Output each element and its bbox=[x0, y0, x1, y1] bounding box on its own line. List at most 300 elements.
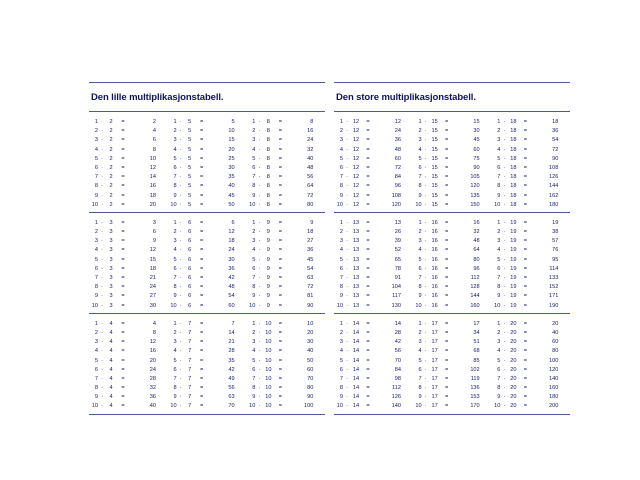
factor: 16 bbox=[431, 256, 438, 263]
equals-sign: = bbox=[445, 275, 449, 281]
product: 12 bbox=[394, 119, 401, 125]
multiplier: 1 bbox=[94, 119, 98, 125]
table-row bbox=[89, 366, 168, 375]
equals-sign: = bbox=[278, 256, 282, 263]
multiplier: 2 bbox=[173, 229, 177, 236]
times-sign: · bbox=[503, 275, 506, 281]
product: 42 bbox=[228, 275, 235, 281]
table-row bbox=[491, 292, 570, 301]
product: 32 bbox=[149, 385, 156, 392]
multiplier: 8 bbox=[339, 284, 343, 291]
equals-sign: = bbox=[278, 201, 282, 208]
factor: 20 bbox=[510, 329, 517, 336]
product: 80 bbox=[307, 385, 314, 392]
table-row bbox=[168, 127, 247, 136]
times-sign: · bbox=[503, 366, 506, 373]
equals-sign: = bbox=[278, 174, 282, 181]
table-row bbox=[334, 182, 413, 191]
table-row bbox=[89, 402, 168, 411]
factor: 10 bbox=[265, 394, 272, 401]
multiplier: 3 bbox=[94, 339, 98, 346]
equals-sign: = bbox=[523, 192, 527, 199]
equals-sign: = bbox=[278, 265, 282, 272]
times-sign: · bbox=[179, 275, 182, 281]
times-sign: · bbox=[424, 403, 427, 410]
table-row bbox=[168, 375, 247, 384]
equals-sign: = bbox=[278, 137, 282, 144]
table-row bbox=[168, 320, 247, 329]
product: 16 bbox=[307, 128, 314, 135]
equals-sign: = bbox=[366, 403, 370, 410]
times-sign: · bbox=[179, 348, 182, 355]
table-row bbox=[334, 402, 413, 411]
table-row bbox=[413, 136, 492, 145]
equals-sign: = bbox=[445, 293, 449, 300]
product: 81 bbox=[307, 293, 314, 300]
table-row bbox=[168, 366, 247, 375]
times-sign: · bbox=[258, 247, 261, 254]
multiplier: 3 bbox=[418, 137, 422, 144]
multiplier: 2 bbox=[418, 229, 422, 236]
equals-sign: = bbox=[200, 256, 204, 263]
product: 120 bbox=[470, 183, 480, 190]
equals-sign: = bbox=[366, 284, 370, 291]
equals-sign: = bbox=[523, 201, 527, 208]
product: 28 bbox=[149, 375, 156, 382]
product: 18 bbox=[149, 192, 156, 199]
times-sign: · bbox=[424, 385, 427, 392]
product: 52 bbox=[394, 247, 401, 254]
equals-sign: = bbox=[445, 366, 449, 373]
multiplier: 10 bbox=[415, 403, 422, 410]
times-sign: · bbox=[424, 183, 427, 190]
factor: 5 bbox=[188, 146, 192, 153]
equals-sign: = bbox=[366, 385, 370, 392]
times-sign: · bbox=[258, 155, 261, 162]
product: 18 bbox=[149, 265, 156, 272]
product: 39 bbox=[394, 238, 401, 245]
times-sign: · bbox=[101, 385, 103, 392]
equals-sign: = bbox=[121, 339, 125, 346]
factor: 20 bbox=[510, 366, 517, 373]
table-row bbox=[246, 347, 325, 356]
times-sign: · bbox=[503, 357, 506, 364]
table-row bbox=[89, 357, 168, 366]
times-sign: · bbox=[346, 275, 348, 281]
table-block bbox=[413, 314, 492, 415]
factor: 2 bbox=[109, 119, 113, 125]
product: 48 bbox=[228, 284, 235, 291]
equals-sign: = bbox=[200, 329, 204, 336]
table-row bbox=[89, 192, 168, 201]
product: 63 bbox=[307, 275, 314, 281]
factor: 6 bbox=[188, 275, 192, 281]
multiplier: 2 bbox=[339, 229, 343, 236]
factor: 14 bbox=[352, 385, 360, 392]
equals-sign: = bbox=[523, 385, 527, 392]
equals-sign: = bbox=[278, 357, 282, 364]
multiplier: 2 bbox=[94, 128, 98, 135]
equals-sign: = bbox=[121, 348, 125, 355]
factor: 19 bbox=[510, 284, 517, 291]
product: 24 bbox=[307, 137, 314, 144]
times-sign: · bbox=[346, 394, 348, 401]
table-row bbox=[413, 375, 492, 384]
table-row bbox=[168, 237, 247, 246]
times-sign: · bbox=[424, 137, 427, 144]
table-row bbox=[413, 201, 492, 210]
times-sign: · bbox=[424, 320, 427, 327]
factor: 18 bbox=[510, 201, 517, 208]
product: 162 bbox=[548, 192, 559, 199]
factor: 13 bbox=[352, 265, 360, 272]
times-sign: · bbox=[424, 366, 427, 373]
table-row bbox=[413, 338, 492, 347]
equals-sign: = bbox=[523, 128, 527, 135]
factor: 6 bbox=[188, 247, 192, 254]
equals-sign: = bbox=[366, 128, 370, 135]
multiplier: 1 bbox=[418, 320, 422, 327]
table-row bbox=[334, 302, 413, 311]
equals-sign: = bbox=[366, 164, 370, 171]
table-row bbox=[89, 228, 168, 237]
multiplier: 2 bbox=[339, 329, 343, 336]
factor: 12 bbox=[352, 137, 360, 144]
table-row bbox=[89, 173, 168, 182]
multiplier: 6 bbox=[252, 366, 256, 373]
factor: 3 bbox=[109, 229, 113, 236]
equals-sign: = bbox=[121, 366, 125, 373]
factor: 7 bbox=[188, 366, 192, 373]
product: 4 bbox=[152, 128, 156, 135]
times-sign: · bbox=[424, 357, 427, 364]
table-block bbox=[89, 112, 168, 213]
times-sign: · bbox=[424, 219, 427, 226]
factor: 16 bbox=[431, 275, 438, 281]
product: 28 bbox=[394, 329, 401, 336]
table-row bbox=[334, 127, 413, 136]
factor: 9 bbox=[266, 275, 270, 281]
product: 40 bbox=[307, 155, 314, 162]
factor: 3 bbox=[109, 238, 113, 245]
factor: 2 bbox=[109, 137, 113, 144]
times-sign: · bbox=[258, 265, 261, 272]
multiplier: 1 bbox=[173, 119, 177, 125]
times-sign: · bbox=[503, 219, 506, 226]
multiplier: 1 bbox=[173, 320, 177, 327]
table-row bbox=[413, 402, 492, 411]
factor: 13 bbox=[352, 238, 360, 245]
product: 112 bbox=[392, 385, 401, 392]
product: 50 bbox=[307, 357, 314, 364]
product: 3 bbox=[152, 219, 156, 226]
equals-sign: = bbox=[445, 155, 449, 162]
product: 64 bbox=[307, 183, 314, 190]
equals-sign: = bbox=[121, 183, 125, 190]
times-sign: · bbox=[346, 366, 348, 373]
times-sign: · bbox=[258, 219, 261, 226]
multiplier: 4 bbox=[497, 247, 501, 254]
equals-sign: = bbox=[121, 155, 125, 162]
factor: 14 bbox=[352, 357, 360, 364]
factor: 5 bbox=[188, 137, 192, 144]
times-sign: · bbox=[503, 247, 506, 254]
times-sign: · bbox=[503, 146, 506, 153]
equals-sign: = bbox=[366, 174, 370, 181]
product: 24 bbox=[394, 128, 401, 135]
times-sign: · bbox=[179, 238, 182, 245]
times-sign: · bbox=[101, 284, 103, 291]
product: 152 bbox=[548, 284, 559, 291]
factor: 8 bbox=[266, 128, 270, 135]
multiplier: 9 bbox=[94, 394, 98, 401]
multiplier: 6 bbox=[173, 265, 177, 272]
product: 10 bbox=[307, 320, 314, 327]
times-sign: · bbox=[503, 348, 506, 355]
multiplier: 9 bbox=[339, 394, 343, 401]
table-row bbox=[491, 127, 570, 136]
table-row bbox=[334, 283, 413, 292]
times-sign: · bbox=[346, 302, 348, 309]
product: 48 bbox=[473, 238, 480, 245]
factor: 19 bbox=[510, 265, 517, 272]
factor: 20 bbox=[510, 385, 517, 392]
multiplier: 10 bbox=[336, 201, 343, 208]
times-sign: · bbox=[346, 256, 348, 263]
times-sign: · bbox=[101, 174, 103, 181]
factor: 2 bbox=[109, 155, 113, 162]
factor: 2 bbox=[109, 192, 113, 199]
multiplier: 9 bbox=[497, 394, 501, 401]
multiplier: 6 bbox=[497, 164, 501, 171]
times-sign: · bbox=[346, 247, 348, 254]
table-row bbox=[491, 182, 570, 191]
factor: 18 bbox=[510, 146, 517, 153]
table-row bbox=[491, 146, 570, 155]
multiplier: 3 bbox=[94, 238, 98, 245]
multiplier: 6 bbox=[173, 164, 177, 171]
times-sign: · bbox=[424, 164, 427, 171]
factor: 5 bbox=[188, 192, 192, 199]
multiplier: 9 bbox=[173, 394, 177, 401]
times-sign: · bbox=[258, 201, 261, 208]
multiplier: 1 bbox=[339, 119, 343, 125]
table-row bbox=[89, 246, 168, 255]
equals-sign: = bbox=[278, 164, 282, 171]
factor: 4 bbox=[109, 329, 113, 336]
times-sign: · bbox=[503, 201, 506, 208]
table-row bbox=[246, 292, 325, 301]
multiplier: 3 bbox=[252, 339, 256, 346]
equals-sign: = bbox=[200, 394, 204, 401]
times-sign: · bbox=[346, 201, 348, 208]
equals-sign: = bbox=[366, 137, 370, 144]
multiplier: 9 bbox=[94, 293, 98, 300]
multiplier: 6 bbox=[497, 265, 501, 272]
times-sign: · bbox=[346, 174, 348, 181]
table-row bbox=[413, 366, 492, 375]
factor: 16 bbox=[431, 247, 438, 254]
product: 54 bbox=[552, 137, 559, 144]
equals-sign: = bbox=[366, 201, 370, 208]
product: 60 bbox=[552, 339, 559, 346]
factor: 18 bbox=[510, 128, 517, 135]
times-sign: · bbox=[258, 119, 261, 125]
table-row bbox=[334, 338, 413, 347]
table-row bbox=[89, 292, 168, 301]
table-block bbox=[334, 213, 413, 314]
equals-sign: = bbox=[200, 348, 204, 355]
equals-sign: = bbox=[200, 137, 204, 144]
multiplier: 5 bbox=[252, 357, 256, 364]
table-row bbox=[413, 146, 492, 155]
times-sign: · bbox=[101, 219, 103, 226]
product: 13 bbox=[394, 219, 401, 226]
table-row bbox=[334, 384, 413, 393]
product: 10 bbox=[149, 155, 156, 162]
product: 90 bbox=[552, 155, 559, 162]
multiplier: 6 bbox=[418, 366, 422, 373]
table-row bbox=[89, 219, 168, 228]
table-row bbox=[491, 393, 570, 402]
table-row bbox=[89, 136, 168, 145]
multiplier: 4 bbox=[252, 146, 256, 153]
times-sign: · bbox=[258, 128, 261, 135]
multiplier: 7 bbox=[173, 375, 177, 382]
equals-sign: = bbox=[200, 293, 204, 300]
table-row bbox=[246, 228, 325, 237]
factor: 9 bbox=[266, 293, 270, 300]
multiplication-grid bbox=[334, 112, 570, 415]
equals-sign: = bbox=[121, 394, 125, 401]
equals-sign: = bbox=[445, 302, 449, 309]
equals-sign: = bbox=[366, 247, 370, 254]
times-sign: · bbox=[101, 229, 103, 236]
equals-sign: = bbox=[445, 247, 449, 254]
times-sign: · bbox=[179, 329, 182, 336]
product: 95 bbox=[552, 256, 559, 263]
times-sign: · bbox=[101, 375, 103, 382]
product: 56 bbox=[394, 348, 401, 355]
equals-sign: = bbox=[445, 219, 449, 226]
product: 17 bbox=[473, 320, 480, 327]
product: 105 bbox=[470, 174, 480, 181]
times-sign: · bbox=[346, 375, 348, 382]
factor: 20 bbox=[510, 394, 517, 401]
table-row bbox=[246, 164, 325, 173]
product: 35 bbox=[228, 174, 235, 181]
product: 104 bbox=[391, 284, 401, 291]
multiplier: 9 bbox=[339, 293, 343, 300]
table-row bbox=[246, 265, 325, 274]
times-sign: · bbox=[101, 265, 103, 272]
factor: 13 bbox=[352, 302, 360, 309]
factor: 2 bbox=[109, 201, 113, 208]
product: 18 bbox=[552, 119, 559, 125]
equals-sign: = bbox=[445, 164, 449, 171]
table-row bbox=[168, 146, 247, 155]
product: 57 bbox=[552, 238, 559, 245]
times-sign: · bbox=[179, 339, 182, 346]
product: 21 bbox=[149, 275, 156, 281]
factor: 6 bbox=[188, 302, 192, 309]
table-row bbox=[491, 329, 570, 338]
factor: 5 bbox=[188, 119, 192, 125]
multiplier: 5 bbox=[94, 256, 98, 263]
factor: 8 bbox=[266, 137, 270, 144]
factor: 6 bbox=[188, 219, 192, 226]
factor: 17 bbox=[431, 348, 438, 355]
table-row bbox=[413, 292, 492, 301]
table-row bbox=[413, 246, 492, 255]
factor: 10 bbox=[265, 339, 272, 346]
product: 60 bbox=[473, 146, 480, 153]
table-block bbox=[246, 314, 325, 415]
multiplier: 8 bbox=[173, 284, 177, 291]
table-row bbox=[246, 320, 325, 329]
times-sign: · bbox=[503, 137, 506, 144]
multiplier: 5 bbox=[497, 155, 501, 162]
table-row bbox=[246, 402, 325, 411]
factor: 16 bbox=[431, 229, 438, 236]
times-sign: · bbox=[424, 229, 427, 236]
factor: 15 bbox=[431, 174, 438, 181]
equals-sign: = bbox=[200, 366, 204, 373]
times-sign: · bbox=[179, 183, 182, 190]
factor: 4 bbox=[109, 320, 113, 327]
multiplier: 9 bbox=[497, 192, 501, 199]
times-sign: · bbox=[346, 320, 348, 327]
times-sign: · bbox=[346, 137, 348, 144]
multiplier: 1 bbox=[497, 320, 501, 327]
product: 64 bbox=[473, 247, 480, 254]
table-row bbox=[89, 302, 168, 311]
factor: 12 bbox=[352, 192, 360, 199]
equals-sign: = bbox=[121, 375, 125, 382]
multiplier: 3 bbox=[497, 137, 501, 144]
table-row bbox=[168, 201, 247, 210]
equals-sign: = bbox=[121, 146, 125, 153]
factor: 10 bbox=[265, 357, 272, 364]
multiplier: 8 bbox=[418, 385, 422, 392]
multiplier: 9 bbox=[418, 293, 422, 300]
equals-sign: = bbox=[445, 329, 449, 336]
factor: 14 bbox=[352, 348, 360, 355]
product: 180 bbox=[548, 394, 559, 401]
product: 38 bbox=[552, 229, 559, 236]
equals-sign: = bbox=[121, 192, 125, 199]
times-sign: · bbox=[179, 219, 182, 226]
multiplier: 7 bbox=[173, 275, 177, 281]
equals-sign: = bbox=[523, 219, 527, 226]
table-block bbox=[334, 314, 413, 415]
times-sign: · bbox=[179, 394, 182, 401]
times-sign: · bbox=[179, 229, 182, 236]
equals-sign: = bbox=[200, 192, 204, 199]
factor: 12 bbox=[352, 119, 360, 125]
factor: 8 bbox=[266, 201, 270, 208]
table-row bbox=[334, 393, 413, 402]
table-row bbox=[89, 118, 168, 127]
times-sign: · bbox=[424, 339, 427, 346]
table-row bbox=[491, 265, 570, 274]
product: 40 bbox=[552, 329, 559, 336]
equals-sign: = bbox=[366, 275, 370, 281]
product: 160 bbox=[548, 385, 559, 392]
multiplier: 5 bbox=[497, 256, 501, 263]
multiplier: 3 bbox=[173, 339, 177, 346]
table-row bbox=[491, 375, 570, 384]
